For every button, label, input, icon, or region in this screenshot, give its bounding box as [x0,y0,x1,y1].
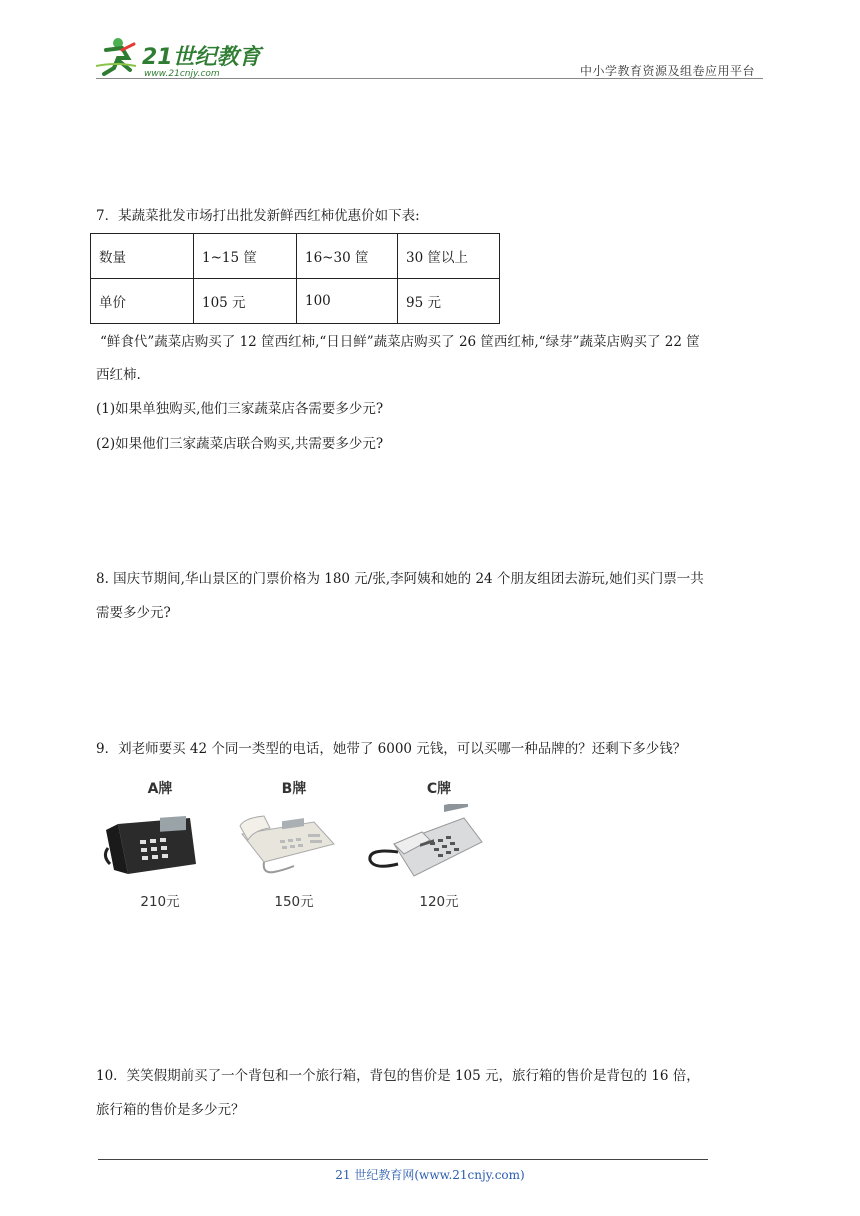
q7-stem: 7．某蔬菜批发市场打出批发新鲜西红柿优惠价如下表: [96,208,420,224]
footer-divider [98,1159,708,1160]
phone-c [364,778,514,913]
table-row [91,279,500,324]
q7-description-line1: “鲜食代”蔬菜店购买了 12 筐西红柿,“日日鲜”蔬菜店购买了 26 筐西红柿,“绿芽”蔬菜店购买了 22 筐 [100,334,700,350]
brand-label: A牌 [147,781,173,797]
desk-phone-icon [364,804,514,888]
site-logo [96,36,266,80]
runner-logo-icon [96,36,266,80]
price-label: 210元 [140,894,180,910]
table-cell: 30 筐以上 [398,234,500,279]
q10-line1: 10．笑笑假期前买了一个背包和一个旅行箱，背包的售价是 105 元，旅行箱的售价是背包的 16 倍， [96,1068,700,1084]
desk-phone-icon [234,804,354,884]
q7-description-line2: 西红柿. [96,367,141,383]
q8-line2: 需要多少元? [96,605,171,621]
table-cell: 单价 [91,279,194,324]
table-cell: 105 元 [194,279,297,324]
q7-subquestion-1: (1)如果单独购买,他们三家蔬菜店各需要多少元? [96,401,384,417]
platform-title: 中小学教育资源及组卷应用平台 [579,64,755,78]
desk-phone-icon [100,804,220,884]
table-cell: 100 [297,279,398,324]
brand-label: C牌 [426,781,452,797]
svg-text:21世纪教育: 21世纪教育 [142,45,261,70]
q7-subquestion-2: (2)如果他们三家蔬菜店联合购买,共需要多少元? [96,436,384,452]
price-table [90,233,500,324]
price-label: 120元 [419,894,459,910]
table-cell: 1~15 筐 [194,234,297,279]
table-row [91,234,500,279]
brand-label: B牌 [281,781,307,797]
phone-b [234,778,354,913]
q8-line1: 8. 国庆节期间,华山景区的门票价格为 180 元/张,李阿姨和她的 24 个朋友组团去游玩,她们买门票一共 [96,571,704,587]
price-label: 150元 [274,894,314,910]
q9-stem: 9．刘老师要买 42 个同一类型的电话，她带了 6000 元钱，可以买哪一种品牌的？还剩下多少钱？ [96,741,687,757]
table-cell: 16~30 筐 [297,234,398,279]
footer-link[interactable]: 21 世纪教育网(www.21cnjy.com) [335,1168,525,1182]
header-divider [96,78,763,79]
phone-a [100,778,220,913]
table-cell: 数量 [91,234,194,279]
table-cell: 95 元 [398,279,500,324]
q10-line2: 旅行箱的售价是多少元？ [96,1102,245,1118]
svg-text:www.21cnjy.com: www.21cnjy.com [144,69,220,79]
